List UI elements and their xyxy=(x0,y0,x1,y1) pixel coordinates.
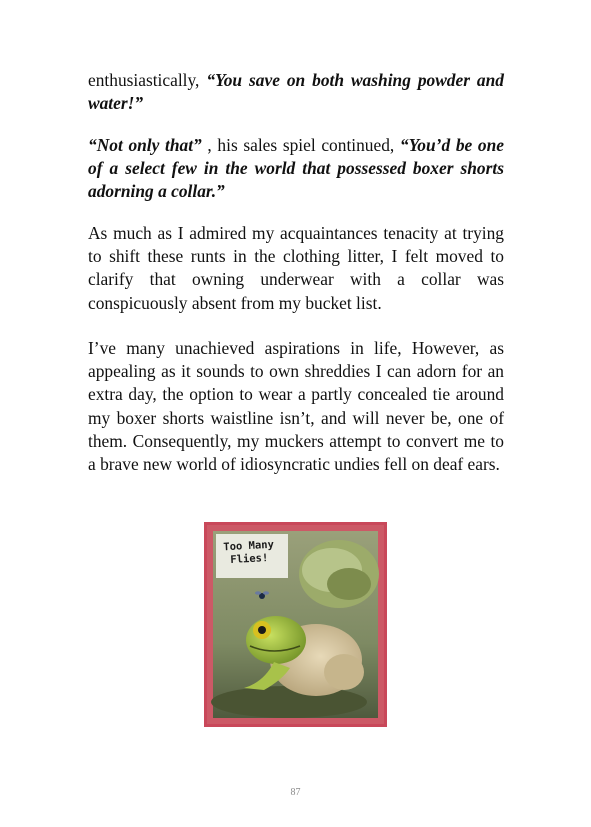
paragraph-1 xyxy=(88,69,504,115)
frog-head xyxy=(246,616,306,664)
illustration-caption xyxy=(213,538,284,568)
paragraph-1-lead: enthusiastically, xyxy=(88,70,207,90)
frog-illustration xyxy=(204,522,387,727)
caption-line-2: Flies! xyxy=(230,552,269,566)
paragraph-2-quote-1: “Not only that” xyxy=(88,135,202,155)
paragraph-1-quote: “You save on both washing powder and water!” xyxy=(88,70,504,114)
paragraph-3: As much as I admired my acquaintances tenacity at trying to shift these runts in the clothing litter, I felt moved to clarify that owning underwear with a collar was conspicuously absent from my bucket list. xyxy=(88,223,504,313)
paragraph-2-narration: , his sales spiel continued, xyxy=(201,135,400,155)
lily-pad xyxy=(211,686,367,718)
paragraph-2-quote-2: “You’d be one of a select few in the world that possessed boxer shorts adorning a collar.” xyxy=(88,135,504,202)
paragraph-2 xyxy=(88,134,504,204)
paragraph-4: I’ve many unachieved aspirations in life, However, as appealing as it sounds to own shreddies I can adorn for an extra day, the option to wear a partly concealed tie around my boxer shorts waistline isn’t, and will never be, one of them. Consequently, my muckers attempt to convert me to a brave new world of idiosyncratic undies fell on deaf ears. xyxy=(88,338,504,475)
page-number: 87 xyxy=(290,787,301,798)
caption-line-1: Too Many xyxy=(223,538,275,554)
